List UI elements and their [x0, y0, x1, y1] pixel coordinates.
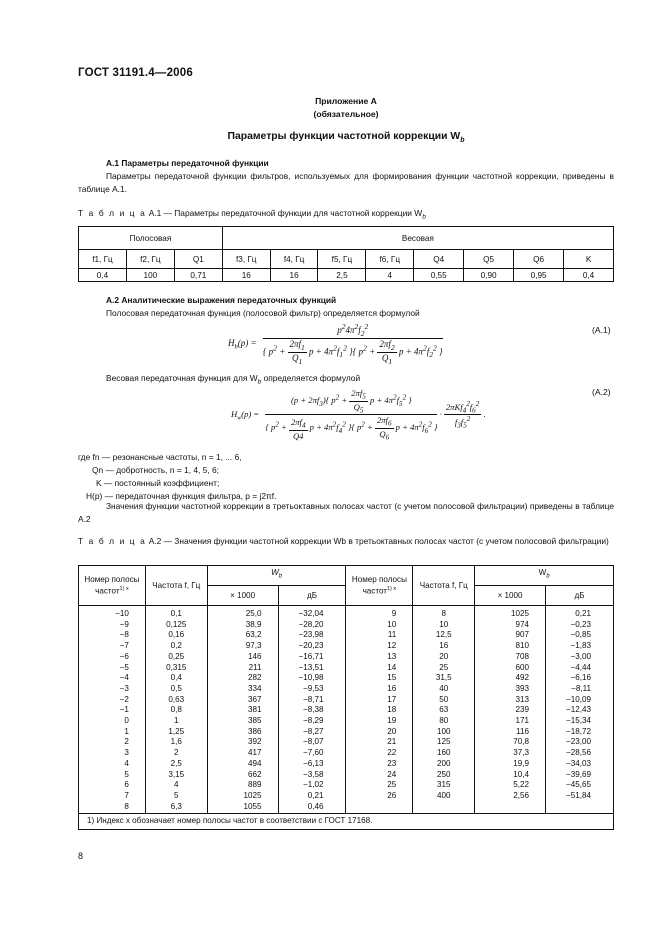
left-cell: 662 — [207, 770, 278, 781]
right-cell: −28,56 — [546, 748, 614, 759]
right-cell: −6,16 — [546, 673, 614, 684]
right-cell: 80 — [413, 716, 475, 727]
left-cell: 63,2 — [207, 630, 278, 641]
left-cell: 0,21 — [278, 791, 346, 802]
right-cell: 907 — [475, 630, 546, 641]
header-band-right: Номер полосы частот$^{1) x}$ — [346, 566, 413, 606]
left-cell: 3 — [79, 748, 146, 759]
right-cell: 37,3 — [475, 748, 546, 759]
left-cell: 0,2 — [145, 641, 207, 652]
right-cell — [346, 802, 413, 814]
table-row — [79, 705, 614, 716]
right-cell: 25 — [413, 663, 475, 674]
left-cell: 3,15 — [145, 770, 207, 781]
table2-footnote: 1) Индекс x обозначает номер полосы частот в соответствии с ГОСТ 17168. — [79, 814, 614, 830]
header-db-left: дБ — [278, 586, 346, 606]
right-cell: 2,56 — [475, 791, 546, 802]
left-cell: −1,02 — [278, 780, 346, 791]
section-a1-heading: А.1 Параметры передаточной функции — [106, 158, 269, 168]
equation-a1-number: (А.1) — [592, 325, 611, 335]
header-x1000-right: × 1000 — [475, 586, 546, 606]
col-header-f2: f2, Гц — [126, 250, 174, 269]
left-cell: 6 — [79, 780, 146, 791]
left-cell: 4 — [145, 780, 207, 791]
right-cell: −0,85 — [546, 630, 614, 641]
right-cell: 708 — [475, 652, 546, 663]
left-cell: −8,38 — [278, 705, 346, 716]
right-cell: 26 — [346, 791, 413, 802]
left-cell: −8,27 — [278, 727, 346, 738]
right-cell: 19,9 — [475, 759, 546, 770]
right-cell: 160 — [413, 748, 475, 759]
right-cell: 12,5 — [413, 630, 475, 641]
right-cell: 600 — [475, 663, 546, 674]
right-cell: 116 — [475, 727, 546, 738]
right-cell: 125 — [413, 737, 475, 748]
left-cell: 494 — [207, 759, 278, 770]
left-cell: 0,25 — [145, 652, 207, 663]
table1-caption: Т а б л и ц а А.1 — Параметры передаточной функции для частотной коррекции $W_b$ — [78, 208, 426, 221]
table-row — [79, 684, 614, 695]
table-row — [79, 641, 614, 652]
left-cell: 211 — [207, 663, 278, 674]
right-cell: −39,69 — [546, 770, 614, 781]
left-cell: −9,53 — [278, 684, 346, 695]
appendix-title: Приложение А — [315, 96, 377, 106]
left-cell: −4 — [79, 673, 146, 684]
left-cell: 0,8 — [145, 705, 207, 716]
col-header-q6: Q6 — [514, 250, 564, 269]
right-cell: 810 — [475, 641, 546, 652]
col-header-q5: Q5 — [464, 250, 514, 269]
right-cell: −0,23 — [546, 620, 614, 631]
where-list — [78, 451, 276, 503]
right-cell: 10 — [346, 620, 413, 631]
left-cell: 2,5 — [145, 759, 207, 770]
header-x1000-left: × 1000 — [207, 586, 278, 606]
table-row — [79, 663, 614, 674]
right-cell: 200 — [413, 759, 475, 770]
table-row — [79, 630, 614, 641]
table-row — [79, 620, 614, 631]
table-row — [79, 770, 614, 781]
where-item: H(p) — передаточная функция фильтра, p = j2πf. — [86, 491, 277, 501]
value-q1: 0,71 — [174, 269, 222, 282]
left-cell: 25,0 — [207, 606, 278, 620]
equation-a2: $H_w(p)$ = $(p + 2\pi f_3)${ $p^2$ + $\frac{2\pi f_5}{Q_5}$ $p + 4\pi^2f_5^2$ } { $p^2$ + $\frac{2\pi f_4}{Q4}$ $p + 4\pi^2f_4^2$ }{ $p^2$ + $\frac{2\pi f_6}{Q_6}$ $p + 4\pi^2f_6^2$ } · $\frac{2\pi Kf_4^2f_6^2}{f_3f_5^2}$ . — [231, 388, 486, 442]
table-row — [79, 673, 614, 684]
main-title: Параметры функции частотной коррекции $W_b$ — [227, 131, 465, 145]
header-wb-left: $W_b$ — [207, 566, 346, 586]
table-a1 — [78, 226, 614, 282]
right-cell: 10 — [413, 620, 475, 631]
right-cell: 492 — [475, 673, 546, 684]
table-row — [79, 606, 614, 620]
col-header-f6: f6, Гц — [366, 250, 414, 269]
table-row — [79, 759, 614, 770]
right-cell: 23 — [346, 759, 413, 770]
left-cell: 1,25 — [145, 727, 207, 738]
left-cell: 8 — [79, 802, 146, 814]
right-cell: 171 — [475, 716, 546, 727]
left-cell: 146 — [207, 652, 278, 663]
value-f2: 100 — [126, 269, 174, 282]
right-cell — [546, 802, 614, 814]
right-cell: 14 — [346, 663, 413, 674]
right-cell: 8 — [413, 606, 475, 620]
right-cell: 18 — [346, 705, 413, 716]
right-cell: 20 — [413, 652, 475, 663]
value-f5: 2,5 — [318, 269, 366, 282]
left-cell: −2 — [79, 695, 146, 706]
group-header-weighting: Весовая — [222, 227, 613, 250]
right-cell: −23,00 — [546, 737, 614, 748]
right-cell: −4,44 — [546, 663, 614, 674]
left-cell: 38,9 — [207, 620, 278, 631]
left-cell: −8,07 — [278, 737, 346, 748]
right-cell — [413, 802, 475, 814]
table-row — [79, 791, 614, 802]
left-cell: 97,3 — [207, 641, 278, 652]
where-item: Qn — добротность, n = 1, 4, 5, 6; — [92, 465, 219, 475]
table-row — [79, 695, 614, 706]
left-cell: 5 — [79, 770, 146, 781]
right-cell: 20 — [346, 727, 413, 738]
header-freq-left: Частота f, Гц — [145, 566, 207, 606]
page-number: 8 — [78, 851, 84, 861]
header-freq-right: Частота f, Гц — [413, 566, 475, 606]
section-a2-heading: А.2 Аналитические выражения передаточных функций — [106, 295, 337, 305]
left-cell: 7 — [79, 791, 146, 802]
left-cell: −3,58 — [278, 770, 346, 781]
section-a1-text: Параметры передаточной функции фильтров, используемых для формирования функции частотной коррекции, приведены в таблице А.1. — [78, 171, 614, 195]
right-cell: 16 — [346, 684, 413, 695]
left-cell: −13,51 — [278, 663, 346, 674]
right-cell: 31,5 — [413, 673, 475, 684]
left-cell: 0,46 — [278, 802, 346, 814]
left-cell: 6,3 — [145, 802, 207, 814]
document-header: ГОСТ 31191.4—2006 — [78, 67, 193, 79]
table-row — [79, 780, 614, 791]
left-cell: −32,04 — [278, 606, 346, 620]
left-cell: −6,13 — [278, 759, 346, 770]
value-q5: 0,90 — [464, 269, 514, 282]
col-header-k: K — [564, 250, 614, 269]
right-cell: 10,4 — [475, 770, 546, 781]
right-cell: 400 — [413, 791, 475, 802]
right-cell: 25 — [346, 780, 413, 791]
left-cell: 1055 — [207, 802, 278, 814]
left-cell: 385 — [207, 716, 278, 727]
table-row — [79, 737, 614, 748]
left-cell: 282 — [207, 673, 278, 684]
right-cell: −51,84 — [546, 791, 614, 802]
right-cell: −8,11 — [546, 684, 614, 695]
value-f6: 4 — [366, 269, 414, 282]
right-cell: 24 — [346, 770, 413, 781]
section-a2-text3: Значения функции частотной коррекции в третьоктавных полосах частот (с учетом полосовой фильтрации) приведены в таблице А.2 — [78, 501, 614, 525]
left-cell: 417 — [207, 748, 278, 759]
right-cell: −45,65 — [546, 780, 614, 791]
left-cell: 1,6 — [145, 737, 207, 748]
left-cell: −7 — [79, 641, 146, 652]
col-header-f1: f1, Гц — [79, 250, 127, 269]
right-cell: 313 — [475, 695, 546, 706]
right-cell: 70,8 — [475, 737, 546, 748]
left-cell: 367 — [207, 695, 278, 706]
left-cell: −8 — [79, 630, 146, 641]
left-cell: 0,63 — [145, 695, 207, 706]
left-cell: −20,23 — [278, 641, 346, 652]
left-cell: 4 — [79, 759, 146, 770]
right-cell: −12,43 — [546, 705, 614, 716]
left-cell: 2 — [79, 737, 146, 748]
left-cell: −10,98 — [278, 673, 346, 684]
left-cell: 334 — [207, 684, 278, 695]
right-cell: 19 — [346, 716, 413, 727]
right-cell: −34,03 — [546, 759, 614, 770]
header-db-right: дБ — [546, 586, 614, 606]
value-k: 0,4 — [564, 269, 614, 282]
col-header-f4: f4, Гц — [270, 250, 318, 269]
table-row — [79, 652, 614, 663]
header-band-left: Номер полосы частот$^{1) x}$ — [79, 566, 146, 606]
col-header-q1: Q1 — [174, 250, 222, 269]
left-cell: 2 — [145, 748, 207, 759]
left-cell: −7,60 — [278, 748, 346, 759]
left-cell: 1 — [145, 716, 207, 727]
value-q4: 0,55 — [414, 269, 464, 282]
right-cell: 17 — [346, 695, 413, 706]
section-a2-text2: Весовая передаточная функция для $W_b$ определяется формулой — [106, 373, 361, 386]
right-cell — [475, 802, 546, 814]
right-cell: −1,83 — [546, 641, 614, 652]
right-cell: 100 — [413, 727, 475, 738]
left-cell: 5 — [145, 791, 207, 802]
where-item: где fn — резонансные частоты, n = 1, ... 6, — [78, 452, 242, 462]
left-cell: −8,29 — [278, 716, 346, 727]
left-cell: 0,16 — [145, 630, 207, 641]
right-cell: 63 — [413, 705, 475, 716]
right-cell: 250 — [413, 770, 475, 781]
left-cell: −8,71 — [278, 695, 346, 706]
left-cell: 392 — [207, 737, 278, 748]
right-cell: 5,22 — [475, 780, 546, 791]
right-cell: 315 — [413, 780, 475, 791]
col-header-f3: f3, Гц — [222, 250, 270, 269]
left-cell: −3 — [79, 684, 146, 695]
left-cell: 0,315 — [145, 663, 207, 674]
table-a2 — [78, 565, 614, 830]
left-cell: 0,5 — [145, 684, 207, 695]
right-cell: 15 — [346, 673, 413, 684]
left-cell: −5 — [79, 663, 146, 674]
right-cell: 40 — [413, 684, 475, 695]
left-cell: 381 — [207, 705, 278, 716]
table-row — [79, 716, 614, 727]
right-cell: 50 — [413, 695, 475, 706]
equation-a2-number: (А.2) — [592, 387, 611, 397]
right-cell: 393 — [475, 684, 546, 695]
col-header-f5: f5, Гц — [318, 250, 366, 269]
table-row — [79, 802, 614, 814]
left-cell: 1025 — [207, 791, 278, 802]
right-cell: −3,00 — [546, 652, 614, 663]
left-cell: 386 — [207, 727, 278, 738]
right-cell: −15,34 — [546, 716, 614, 727]
left-cell: −23,98 — [278, 630, 346, 641]
right-cell: 21 — [346, 737, 413, 748]
right-cell: 11 — [346, 630, 413, 641]
table-row — [79, 748, 614, 759]
equation-a1: $H_b(p)$ = $p^24\pi^2f_2^2$ { $p^2$ + $\frac{2\pi f_1}{Q_1}$ $p + 4\pi^2f_1^2$ }{ $p^2$ + $\frac{2\pi f_2}{Q_1}$ $p + 4\pi^2f_2^2$ } — [228, 322, 443, 366]
section-a2-text1: Полосовая передаточная функция (полосовой фильтр) определяется формулой — [106, 308, 420, 318]
right-cell: 22 — [346, 748, 413, 759]
right-cell: 13 — [346, 652, 413, 663]
left-cell: −6 — [79, 652, 146, 663]
right-cell: 1025 — [475, 606, 546, 620]
appendix-subtitle: (обязательное) — [313, 109, 379, 119]
left-cell: −9 — [79, 620, 146, 631]
right-cell: 16 — [413, 641, 475, 652]
header-wb-right: $W_b$ — [475, 566, 614, 586]
col-header-q4: Q4 — [414, 250, 464, 269]
right-cell: 12 — [346, 641, 413, 652]
left-cell: 0 — [79, 716, 146, 727]
value-f3: 16 — [222, 269, 270, 282]
left-cell: 0,125 — [145, 620, 207, 631]
value-q6: 0,95 — [514, 269, 564, 282]
right-cell: −10,09 — [546, 695, 614, 706]
group-header-bandpass: Полосовая — [79, 227, 223, 250]
table2-caption: Т а б л и ц а А.2 — Значения функции частотной коррекции Wb в третьоктавных полосах частот (с учетом полосовой фильтрации) — [78, 536, 609, 546]
left-cell: −28,20 — [278, 620, 346, 631]
value-f1: 0,4 — [79, 269, 127, 282]
left-cell: −10 — [79, 606, 146, 620]
right-cell: 239 — [475, 705, 546, 716]
left-cell: −1 — [79, 705, 146, 716]
right-cell: 974 — [475, 620, 546, 631]
where-item: K — постоянный коэффициент; — [96, 478, 220, 488]
left-cell: 1 — [79, 727, 146, 738]
value-f4: 16 — [270, 269, 318, 282]
left-cell: −16,71 — [278, 652, 346, 663]
right-cell: 9 — [346, 606, 413, 620]
left-cell: 0,4 — [145, 673, 207, 684]
table-row — [79, 727, 614, 738]
right-cell: −18,72 — [546, 727, 614, 738]
right-cell: 0,21 — [546, 606, 614, 620]
left-cell: 889 — [207, 780, 278, 791]
left-cell: 0,1 — [145, 606, 207, 620]
